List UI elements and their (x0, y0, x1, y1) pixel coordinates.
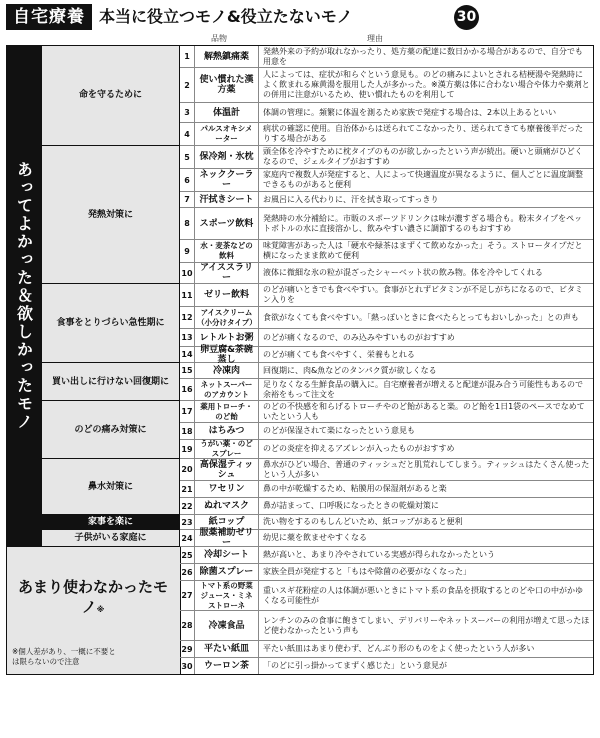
category-useful (6, 45, 42, 547)
subcategory: 家事を楽に (42, 515, 180, 530)
row-number: 17 (180, 401, 195, 422)
row-item: 平たい紙皿 (195, 641, 259, 657)
row-reason: お風呂に入る代わりに、汗を拭き取ってすっきり (263, 194, 439, 204)
category-label-text: あまり使わなかったモノ (17, 578, 168, 616)
row-reason: 「のどに引っ掛かってまずく感じた」という意見が (263, 661, 447, 670)
row-reason: のどが保湿されて楽になったという意見も (263, 426, 415, 435)
row-item: アイススラリー (195, 263, 259, 283)
row-item: パルスオキシメーター (195, 123, 259, 145)
table-row (180, 240, 594, 263)
row-number: 13 (180, 329, 195, 346)
row-item: ワセリン (195, 481, 259, 497)
subcategory: 命を守るために (42, 45, 180, 146)
table-row (180, 440, 594, 459)
footnote: ※個人差があり、一概に不要とは限らないので注意 (12, 647, 116, 666)
table-row (180, 103, 594, 123)
row-item: 卵豆腐&茶碗蒸し (195, 347, 259, 362)
row-item: うがい薬・のどスプレー (195, 440, 259, 458)
row-reason: のどの不快感を和らげるトローチやのど飴があると楽。のど飴を1日1袋のペースでなめていたという人も (263, 401, 585, 421)
table-row (180, 123, 594, 146)
table-row (180, 146, 594, 169)
row-number: 24 (180, 530, 195, 546)
table-row (180, 379, 594, 401)
row-reason: 幼児に薬を飲ませやすくなる (263, 533, 367, 542)
issue-number-badge: 30 (454, 5, 479, 30)
footnote-mark: ※ (96, 605, 105, 614)
table-row (180, 192, 594, 208)
row-number: 18 (180, 423, 195, 439)
row-item: 除菌スプレー (195, 564, 259, 580)
row-item: ネットスーパーのアカウント (195, 379, 259, 400)
row-reason: 頭全体を冷やすために枕タイプのものが欲しかったという声が続出。硬いと頭痛がひどくなるので、ジェルタイプがおすすめ (263, 147, 583, 166)
row-number: 27 (180, 581, 195, 610)
row-reason: 家庭内で複数人が発症すると、人によって快適温度が異なるように、個人ごとに温度調整できるものがあると便利 (263, 170, 583, 189)
row-reason: 平たい紙皿はあまり使わず、どんぶり形のものをよく使ったという人が多い (263, 644, 535, 653)
row-reason: 鼻水がひどい場合、普通のティッシュだと肌荒れしてしまう。ティッシュはたくさん使ったという人が多い (263, 459, 590, 479)
table-row (180, 547, 594, 564)
column-header-reason: 理由 (367, 34, 383, 43)
row-item: 水・麦茶などの飲料 (195, 240, 259, 262)
table-row (180, 530, 594, 547)
row-reason: 食欲がなくても食べやすい。「熱っぽいときに食べたらとってもおいしかった」との声も (263, 312, 579, 322)
row-item: ゼリー飲料 (195, 284, 259, 306)
table-row (180, 45, 594, 68)
table-row (180, 459, 594, 481)
row-reason: 液体に微細な氷の粒が混ざったシャーベット状の飲み物。体を冷やしてくれる (263, 268, 543, 277)
row-reason: 重いスギ花粉症の人は体調が悪いときにトマト系の食品を摂取するとのどや口の中がかゆくなる可能性が (263, 585, 583, 605)
table-row (180, 344, 594, 365)
row-reason: のどが痛くても食べやすく、栄養もとれる (263, 349, 415, 359)
headline: 本当に役立つモノ&役立たないモノ (99, 7, 353, 26)
row-item: 紙コップ (195, 515, 259, 529)
table-row (180, 68, 594, 103)
row-item: 保冷剤・氷枕 (195, 146, 259, 168)
subcategory: 発熱対策に (42, 146, 180, 284)
column-header-item: 品物 (211, 34, 227, 43)
category-unused (6, 547, 181, 675)
row-reason: 鼻の中が乾燥するため、粘膜用の保湿剤があると楽 (263, 484, 447, 493)
table-row (180, 481, 594, 498)
row-item: 冷却シート (195, 547, 259, 563)
row-reason: 体調の管理に。頻繁に体温を測るため家族で発症する場合は、2本以上あるといい (263, 107, 557, 117)
row-reason: 回復期に、肉&魚などのタンパク質が欲しくなる (263, 365, 437, 375)
row-number: 8 (180, 208, 195, 239)
series-tag: 自宅療養 (6, 4, 92, 30)
row-reason: 足りなくなる生鮮食品の購入に。自宅療養者が増えると配達が混み合う可能性もあるので余裕をもって注文を (263, 379, 583, 399)
row-number: 26 (180, 564, 195, 580)
row-reason: 鼻が詰まって、口呼吸になったときの乾燥対策に (263, 501, 439, 510)
row-item: ウーロン茶 (195, 658, 259, 674)
row-item: 解熱鎮痛薬 (195, 46, 259, 67)
table-row (180, 284, 594, 307)
row-item: レトルトお粥 (195, 329, 259, 346)
items-table (6, 32, 594, 675)
subcategory: 子供がいる家庭に (42, 530, 180, 547)
row-item: 使い慣れた漢方薬 (195, 68, 259, 102)
table-row (180, 263, 594, 284)
row-number: 6 (180, 169, 195, 191)
header (6, 4, 594, 31)
row-number: 21 (180, 481, 195, 497)
row-number: 30 (180, 658, 195, 674)
row-item: 服薬補助ゼリー (195, 530, 259, 546)
row-number: 7 (180, 192, 195, 207)
table-row (180, 581, 594, 611)
table-row (180, 564, 594, 581)
table-row (180, 498, 594, 515)
row-number: 20 (180, 459, 195, 480)
table-row (180, 611, 594, 641)
category-label (12, 577, 174, 620)
row-reason: 洗い物をするのもしんどいため、紙コップがあると便利 (263, 517, 463, 526)
table-row (180, 423, 594, 440)
category-label (6, 45, 42, 547)
row-item: ネッククーラー (195, 169, 259, 191)
row-number: 12 (180, 307, 195, 328)
row-item: トマト系の野菜ジュース・ミネストローネ (195, 581, 259, 610)
subcategory: のどの痛み対策に (42, 401, 180, 459)
row-reason: 家族全員が発症すると「もはや除菌の必要がなくなった」 (263, 567, 471, 576)
subcategory: 食事をとりづらい急性期に (42, 284, 180, 363)
row-number: 5 (180, 146, 195, 168)
row-number: 15 (180, 363, 195, 378)
row-item: 体温計 (195, 103, 259, 122)
row-reason: 発熱外来の予約が取れなかったり、処方薬の配達に数日かかる場合があるので、自分でも用意を (263, 46, 583, 66)
table-row (180, 307, 594, 329)
subcategory: 買い出しに行けない回復期に (42, 363, 180, 401)
row-number: 29 (180, 641, 195, 657)
row-item: ぬれマスク (195, 498, 259, 514)
row-number: 4 (180, 123, 195, 145)
table-row (180, 401, 594, 423)
row-number: 1 (180, 46, 195, 67)
row-item: アイスクリーム（小分けタイプ） (195, 307, 259, 328)
column-headers (180, 32, 492, 45)
table-row (180, 658, 594, 675)
row-reason: のどの炎症を抑えるアズレンが入ったものがおすすめ (263, 444, 455, 453)
table-row (180, 363, 594, 379)
row-number: 23 (180, 515, 195, 529)
row-item: 冷凍食品 (195, 611, 259, 640)
row-number: 11 (180, 284, 195, 306)
row-number: 14 (180, 347, 195, 362)
subcategory: 鼻水対策に (42, 459, 180, 515)
row-reason: レンチンのみの食事に飽きてしまい、デリバリーやネットスーパーの利用が増えて思ったほど使わなかったという声も (263, 615, 590, 635)
row-number: 2 (180, 68, 195, 102)
row-item: 高保湿ティッシュ (195, 459, 259, 480)
row-number: 3 (180, 103, 195, 122)
row-number: 19 (180, 440, 195, 458)
row-item: はちみつ (195, 423, 259, 439)
row-reason: 人によっては、症状が和らぐという意見も。のどの痛みによいとされる桔梗湯や発熱時によく飲まれる麻黄湯を服用した人が多かった。※漢方薬は体に合わない場合や体力や薬剤との併用に注意がいるため、使い慣れたものを利用して (263, 70, 590, 99)
row-number: 9 (180, 240, 195, 262)
row-reason: 味覚障害があった人は「硬水や緑茶はまずくて飲めなかった」そう。ストロータイプだと横になったまま飲めて便利 (263, 241, 583, 260)
row-item: 汗拭きシート (195, 192, 259, 207)
row-number: 10 (180, 263, 195, 283)
row-reason: 病状の確認に使用。自治体からは送られてこなかったり、送られてきても療養後半だったりする場合がある (263, 124, 583, 143)
table-body (6, 45, 594, 675)
row-item: 薬用トローチ・のど飴 (195, 401, 259, 422)
category-label-text: あってよかった＆欲しかったモノ (14, 161, 34, 431)
row-number: 25 (180, 547, 195, 563)
row-item: 冷凍肉 (195, 363, 259, 378)
row-reason: のどが痛くなるので、のみ込みやすいものがおすすめ (263, 332, 455, 342)
table-row (180, 169, 594, 192)
row-reason: 熱が高いと、あまり冷やされている実感が得られなかったという (263, 550, 495, 559)
row-number: 22 (180, 498, 195, 514)
row-item: スポーツ飲料 (195, 208, 259, 239)
row-reason: のどが痛いときでも食べやすい。食事がとれずビタミンが不足しがちになるので、ビタミン入りを (263, 285, 583, 304)
table-row (180, 641, 594, 658)
table-row (180, 208, 594, 240)
row-number: 28 (180, 611, 195, 640)
row-reason: 発熱時の水分補給に。市販のスポーツドリンクは味が濃すぎる場合も。粉末タイプをペットボトルの水に直接溶かし、飲みやすい濃さに調節するのもおすすめ (263, 213, 583, 233)
row-number: 16 (180, 379, 195, 400)
